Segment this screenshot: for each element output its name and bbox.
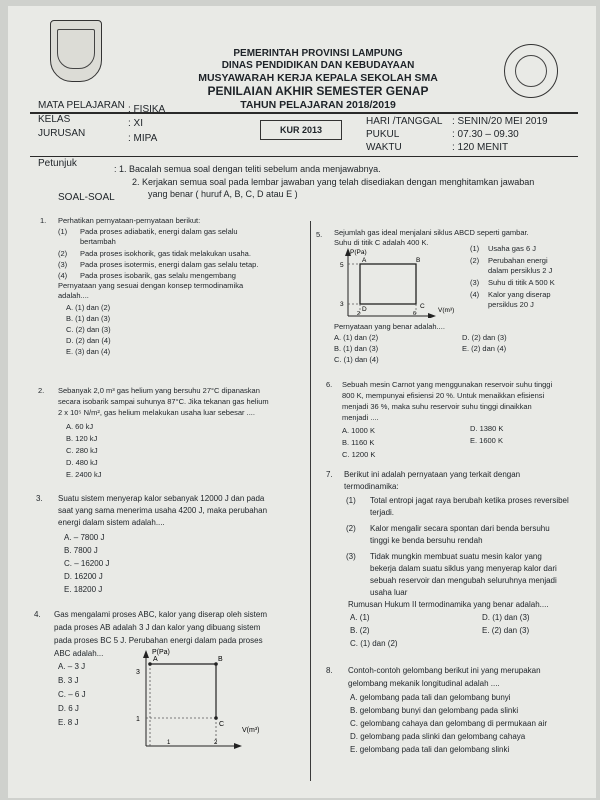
header-line-2: DINAS PENDIDIKAN DAN KEBUDAYAAN: [221, 60, 415, 71]
q4-point-a: A: [153, 656, 158, 663]
q4-option-b[interactable]: B. 3 J: [58, 676, 79, 685]
q5-statement-2: Perubahan energi: [488, 256, 548, 265]
q4-line-3: pada proses BC 5 J. Perubahan energi dalam pada proses: [54, 636, 263, 645]
q1-option-a[interactable]: A. (1) dan (2): [66, 303, 111, 312]
tut-wuri-handayani-emblem: [504, 44, 558, 98]
waktu-value: : 120 MENIT: [452, 142, 509, 153]
petunjuk-label: Petunjuk: [38, 158, 77, 169]
q4-tick-x-2: 2: [214, 740, 218, 746]
q1-statement-4: Pada proses isobarik, gas selalu mengembang: [80, 271, 236, 280]
q5-statement-4: Kalor yang diserap: [488, 290, 551, 299]
q7-statement-1: Total entropi jagat raya berubah ketika proses reversibel: [370, 496, 569, 505]
petunjuk-item-2a: 2. Kerjakan semua soal pada lembar jawaban yang telah disediakan dengan menghitamkan jawaban: [132, 177, 535, 187]
q2-option-e[interactable]: E. 2400 kJ: [66, 470, 102, 479]
q5-point-b: B: [416, 257, 421, 264]
q7-statement-3-cont-1: bekerja dalam suatu siklus yang menyerap kalor dari: [370, 564, 557, 573]
pukul-value: : 07.30 – 09.30: [452, 129, 519, 140]
q5-option-a[interactable]: A. (1) dan (2): [334, 333, 379, 342]
q2-line-1: Sebanyak 2,0 m³ gas helium yang bersuhu 27°C dipanaskan: [58, 386, 260, 395]
q3-line-1: Suatu sistem menyerap kalor sebanyak 12000 J dan pada: [58, 494, 265, 503]
q3-option-d[interactable]: D. 16200 J: [64, 572, 103, 581]
header-line-4: PENILAIAN AKHIR SEMESTER GENAP: [207, 84, 429, 98]
q4-line-4: ABC adalah...: [54, 649, 104, 658]
q7-option-e[interactable]: E. (2) dan (3): [482, 626, 530, 635]
q2-option-a[interactable]: A. 60 kJ: [66, 422, 94, 431]
q5-statement-2-number: (2): [470, 256, 480, 265]
jurusan-label: JURUSAN: [38, 128, 86, 139]
q5-tick-y-5: 5: [340, 262, 344, 269]
q5-line-1: Sejumlah gas ideal menjalani siklus ABCD seperti gambar.: [334, 228, 529, 237]
q5-statement-4-number: (4): [470, 290, 480, 299]
q8-line-2: gelombang mekanik longitudinal adalah ....: [348, 679, 500, 688]
q1-option-e[interactable]: E. (3) dan (4): [66, 347, 111, 356]
q3-line-3: energi dalam sistem adalah....: [58, 518, 165, 527]
hari-value: : SENIN/20 MEI 2019: [452, 116, 548, 127]
q1-question: Pernyataan yang sesuai dengan konsep termodinamika: [58, 281, 244, 290]
q5-point-d: D: [362, 306, 367, 313]
petunjuk-item-1: : 1. Bacalah semua soal dengan teliti sebelum anda menjawabnya.: [114, 164, 381, 174]
q4-tick-x-1: 1: [167, 740, 171, 746]
q1-option-c[interactable]: C. (2) dan (3): [66, 325, 111, 334]
curriculum-box: KUR 2013: [260, 120, 342, 140]
q4-option-d[interactable]: D. 6 J: [58, 704, 79, 713]
q6-line-1: Sebuah mesin Carnot yang menggunakan reservoir suhu tinggi: [342, 380, 553, 389]
q6-line-2: 800 K, mempunyai efisiensi 20 %. Untuk menaikkan efisiensi: [342, 391, 545, 400]
q6-option-e[interactable]: E. 1600 K: [470, 436, 503, 445]
q7-option-c[interactable]: C. (1) dan (2): [350, 639, 398, 648]
q5-option-d[interactable]: D. (2) dan (3): [462, 333, 507, 342]
q6-option-c[interactable]: C. 1200 K: [342, 450, 376, 459]
q7-option-a[interactable]: A. (1): [350, 613, 370, 622]
exam-sheet: [8, 6, 596, 798]
q8-option-b[interactable]: B. gelombang bunyi dan gelombang pada slinki: [350, 706, 519, 715]
q1-statement-1-cont: bertambah: [80, 237, 116, 246]
q5-tick-y-3: 3: [340, 301, 344, 308]
q7-statement-1-number: (1): [346, 496, 356, 505]
q8-option-d[interactable]: D. gelombang pada slinki dan gelombang cahaya: [350, 732, 526, 741]
q5-statement-3-number: (3): [470, 278, 480, 287]
q1-option-d[interactable]: D. (2) dan (4): [66, 336, 111, 345]
q5-x-label: V(m³): [438, 307, 455, 314]
q4-tick-y-1: 1: [136, 716, 140, 723]
q6-line-3: menjadi 36 %, maka suhu reservoir suhu tinggi dinaikkan: [342, 402, 532, 411]
q3-option-a[interactable]: A. – 7800 J: [64, 533, 105, 542]
q5-statement-4-cont: persiklus 20 J: [488, 300, 534, 309]
q4-option-c[interactable]: C. – 6 J: [58, 690, 86, 699]
q1-statement-3-number: (3): [58, 260, 68, 269]
q8-option-a[interactable]: A. gelombang pada tali dan gelombang bunyi: [350, 693, 511, 702]
q7-question: Rumusan Hukum II termodinamika yang benar adalah....: [348, 600, 549, 609]
q4-line-2: pada proses AB adalah 3 J dan kalor yang dibuang sistem: [54, 623, 261, 632]
petunjuk-item-2b: yang benar ( huruf A, B, C, D atau E ): [148, 189, 298, 199]
q4-number: 4.: [34, 610, 41, 619]
q7-statement-2-cont: tinggi ke benda bersuhu rendah: [370, 536, 483, 545]
q6-number: 6.: [326, 380, 333, 389]
q3-option-c[interactable]: C. – 16200 J: [64, 559, 110, 568]
q7-option-d[interactable]: D. (1) dan (3): [482, 613, 530, 622]
q1-question-cont: adalah....: [58, 291, 89, 300]
q7-line-1: Berikut ini adalah pernyataan yang terkait dengan: [344, 470, 521, 479]
q5-option-e[interactable]: E. (2) dan (4): [462, 344, 507, 353]
lampung-province-emblem: [50, 20, 102, 82]
q4-pv-diagram: [120, 646, 298, 752]
q4-line-1: Gas mengalami proses ABC, kalor yang diserap oleh sistem: [54, 610, 267, 619]
q1-statement-4-number: (4): [58, 271, 68, 280]
q2-option-b[interactable]: B. 120 kJ: [66, 434, 98, 443]
q1-statement-2-number: (2): [58, 249, 68, 258]
q5-statement-1: Usaha gas 6 J: [488, 244, 536, 253]
q6-option-b[interactable]: B. 1160 K: [342, 438, 375, 447]
column-divider: [310, 221, 311, 781]
q7-statement-3-cont-3: usaha luar: [370, 588, 408, 597]
info-divider: [30, 156, 578, 157]
hari-label: HARI /TANGGAL: [366, 116, 443, 127]
q2-number: 2.: [38, 386, 45, 395]
pukul-label: PUKUL: [366, 129, 400, 140]
q5-number: 5.: [316, 230, 323, 239]
mapel-label: MATA PELAJARAN: [38, 100, 125, 111]
q2-line-3: 2 x 10⁵ N/m², gas helium melakukan usaha luar sebesar ....: [58, 408, 255, 417]
q7-line-2: termodinamika:: [344, 482, 399, 491]
q5-point-a: A: [362, 257, 367, 264]
q1-stem: Perhatikan pernyataan-pernyataan berikut:: [58, 216, 201, 225]
q2-line-2: secara isobarik sampai suhunya 87°C. Jika tekanan gas helium: [58, 397, 269, 406]
kelas-label: KELAS: [38, 114, 71, 125]
q3-line-2: saat yang sama menerima usaha 4200 J, maka perubahan: [58, 506, 268, 515]
header-divider: [30, 112, 578, 114]
q5-option-c[interactable]: C. (1) dan (4): [334, 355, 379, 364]
q7-statement-3-cont-2: sebuah reservoir dan mengubah seluruhnya menjadi: [370, 576, 557, 585]
q5-statement-1-number: (1): [470, 244, 480, 253]
q1-statement-3: Pada proses isotermis, energi dalam gas selalu tetap.: [80, 260, 259, 269]
q5-point-c: C: [420, 303, 425, 310]
header-line-5: TAHUN PELAJARAN 2018/2019: [240, 99, 396, 111]
q4-option-a[interactable]: A. – 3 J: [58, 662, 86, 671]
q8-number: 8.: [326, 666, 333, 675]
q4-y-label: P(Pa): [152, 649, 170, 656]
q5-pv-diagram: [328, 246, 478, 318]
waktu-label: WAKTU: [366, 142, 402, 153]
q5-line-2: Suhu di titik C adalah 400 K.: [334, 238, 429, 247]
q7-statement-2: Kalor mengalir secara spontan dari benda bersuhu: [370, 524, 550, 533]
q2-option-c[interactable]: C. 280 kJ: [66, 446, 98, 455]
q7-option-b[interactable]: B. (2): [350, 626, 370, 635]
q4-option-e[interactable]: E. 8 J: [58, 718, 79, 727]
q6-option-a[interactable]: A. 1000 K: [342, 426, 375, 435]
q6-line-4: menjadi ....: [342, 413, 379, 422]
q3-option-b[interactable]: B. 7800 J: [64, 546, 98, 555]
q1-option-b[interactable]: B. (1) dan (3): [66, 314, 111, 323]
q3-option-e[interactable]: E. 18200 J: [64, 585, 103, 594]
header-line-1: PEMERINTAH PROVINSI LAMPUNG: [233, 48, 403, 59]
q5-y-label: P(Pa): [350, 249, 367, 256]
q4-tick-y-3: 3: [136, 669, 140, 676]
q4-point-c: C: [219, 721, 225, 728]
q5-tick-x-2: 2: [357, 311, 361, 317]
q3-number: 3.: [36, 494, 43, 503]
q7-statement-2-number: (2): [346, 524, 356, 533]
q2-option-d[interactable]: D. 480 kJ: [66, 458, 98, 467]
q5-tick-x-6: 6: [413, 311, 417, 317]
mapel-value: : FISIKA: [128, 104, 166, 115]
q8-option-e[interactable]: E. gelombang pada tali dan gelombang slinki: [350, 745, 510, 754]
soal-label: SOAL-SOAL: [58, 192, 115, 203]
q1-number: 1.: [40, 216, 47, 225]
q5-cycle-abcd: [360, 264, 416, 304]
q5-option-b[interactable]: B. (1) dan (3): [334, 344, 379, 353]
q1-statement-2: Pada proses isokhorik, gas tidak melakukan usaha.: [80, 249, 251, 258]
q4-x-label: V(m³): [242, 727, 260, 734]
q1-statement-1: Pada proses adiabatik, energi dalam gas selalu: [80, 227, 238, 236]
kelas-value: : XI: [128, 118, 144, 129]
header-line-3: MUSYAWARAH KERJA KEPALA SEKOLAH SMA: [198, 72, 438, 84]
q8-option-c[interactable]: C. gelombang cahaya dan gelombang di permukaan air: [350, 719, 548, 728]
q5-statement-3: Suhu di titik A 500 K: [488, 278, 555, 287]
q4-point-b: B: [218, 656, 223, 663]
q1-statement-1-number: (1): [58, 227, 68, 236]
q6-option-d[interactable]: D. 1380 K: [470, 424, 504, 433]
q5-question: Pernyataan yang benar adalah....: [334, 322, 445, 331]
jurusan-value: : MIPA: [128, 133, 158, 144]
q8-line-1: Contoh-contoh gelombang berikut ini yang merupakan: [348, 666, 541, 675]
q7-statement-3-number: (3): [346, 552, 356, 561]
q7-number: 7.: [326, 470, 333, 479]
q7-statement-3: Tidak mungkin membuat suatu mesin kalor yang: [370, 552, 542, 561]
q5-statement-2-cont: dalam persiklus 2 J: [488, 266, 553, 275]
q7-statement-1-cont: terjadi.: [370, 508, 395, 517]
